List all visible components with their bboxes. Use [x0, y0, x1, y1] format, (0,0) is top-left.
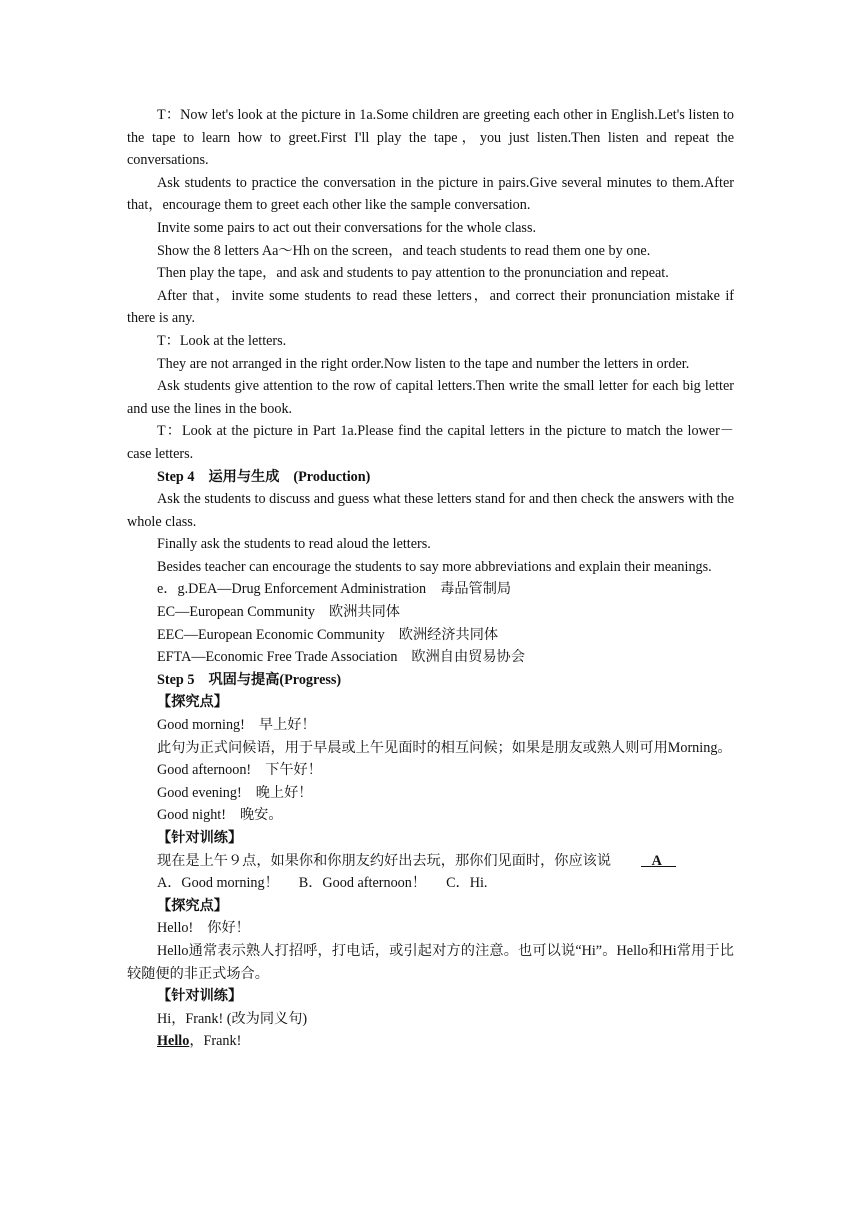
paragraph: Invite some pairs to act out their conversations for the whole class.: [157, 219, 537, 236]
abbreviation-line: EC—European Community 欧洲共同体: [157, 604, 400, 621]
step5-heading: [127, 669, 734, 692]
section-header: 【探究点】: [157, 694, 228, 711]
step-title-en: (Production): [293, 468, 371, 485]
options-line: [127, 872, 734, 895]
step-title-cn: 巩固与提高: [208, 671, 280, 688]
abbreviation-line: e．g.DEA—Drug Enforcement Administration 毒品管制局: [157, 581, 512, 598]
phrase-line: Good afternoon! 下午好！: [157, 762, 322, 779]
option-a: A．Good morning！: [157, 875, 279, 892]
option-c: C．Hi.: [446, 875, 488, 892]
section-header: 【针对训练】: [157, 988, 243, 1005]
step-label: Step 5: [157, 671, 195, 688]
section-header: 【探究点】: [157, 897, 228, 914]
paragraph: Ask the students to discuss and guess what these letters stand for and then check the answers with the whole class.: [127, 491, 734, 530]
question-line: Hi，Frank! (改为同义句): [157, 1010, 308, 1027]
phrase-line: Hello! 你好！: [157, 920, 250, 937]
option-b: B．Good afternoon！: [298, 875, 427, 892]
paragraph: Besides teacher can encourage the students to say more abbreviations and explain their meanings.: [157, 558, 712, 575]
section-header: 【针对训练】: [157, 830, 243, 846]
paragraph: T：Look at the letters.: [157, 332, 287, 349]
abbreviation-line: EEC—European Economic Community 欧洲经济共同体: [157, 626, 499, 643]
paragraph: T：Look at the picture in Part 1a.Please find the capital letters in the picture to match the lower－case letters.: [127, 423, 734, 462]
paragraph: Ask students to practice the conversation in the picture in pairs.Give several minutes to them.After that，encourage them to greet each other like the sample conversation.: [127, 174, 734, 214]
paragraph: They are not arranged in the right order.Now listen to the tape and number the letters in order.: [157, 355, 690, 372]
answer-blank: [611, 850, 676, 873]
paragraph: Finally ask the students to read aloud the letters.: [157, 536, 431, 553]
answer-text: Hello: [157, 1033, 190, 1050]
question-text: 现在是上午９点，如果你和你朋友约好出去玩，那你们见面时，你应该说: [157, 852, 612, 869]
phrase-line: Good morning! 早上好！: [157, 717, 316, 734]
paragraph: Then play the tape，and ask and students to pay attention to the pronunciation and repeat.: [157, 265, 669, 282]
paragraph: Ask students give attention to the row of capital letters.Then write the small letter for each big letter and use the lines in the book.: [127, 378, 734, 417]
paragraph: After that，invite some students to read these letters，and correct their pronunciation mistake if there is any.: [127, 287, 734, 327]
paragraph: T：Now let's look at the picture in 1a.Some children are greeting each other in English.Let's listen to the tape to learn how to greet.First I'll play the tape，you just listen.Then listen and repeat the conversations.: [127, 107, 734, 169]
step-title-cn: 运用与生成: [208, 468, 280, 485]
phrase-line: Good night! 晚安。: [157, 807, 283, 824]
answer-line: Hello，Frank!: [157, 1033, 242, 1050]
question-line: [127, 850, 734, 873]
document-page: [127, 104, 734, 1053]
paragraph: 此句为正式问候语，用于早晨或上午见面时的相互问候；如果是朋友或熟人则可用Morning。: [157, 739, 732, 756]
abbreviation-line: EFTA—Economic Free Trade Association 欧洲自由贸易协会: [157, 649, 525, 666]
step-title-en: (Progress): [279, 671, 342, 688]
paragraph: Hello通常表示熟人打招呼，打电话，或引起对方的注意。也可以说“Hi”。Hello和Hi常用于比较随便的非正式场合。: [127, 942, 734, 982]
step4-heading: [127, 466, 734, 489]
step-label: Step 4: [157, 468, 195, 485]
answer-text: A: [651, 852, 662, 869]
paragraph: Show the 8 letters Aa～Hh on the screen，and teach students to read them one by one.: [157, 242, 651, 259]
phrase-line: Good evening! 晚上好！: [157, 784, 313, 801]
